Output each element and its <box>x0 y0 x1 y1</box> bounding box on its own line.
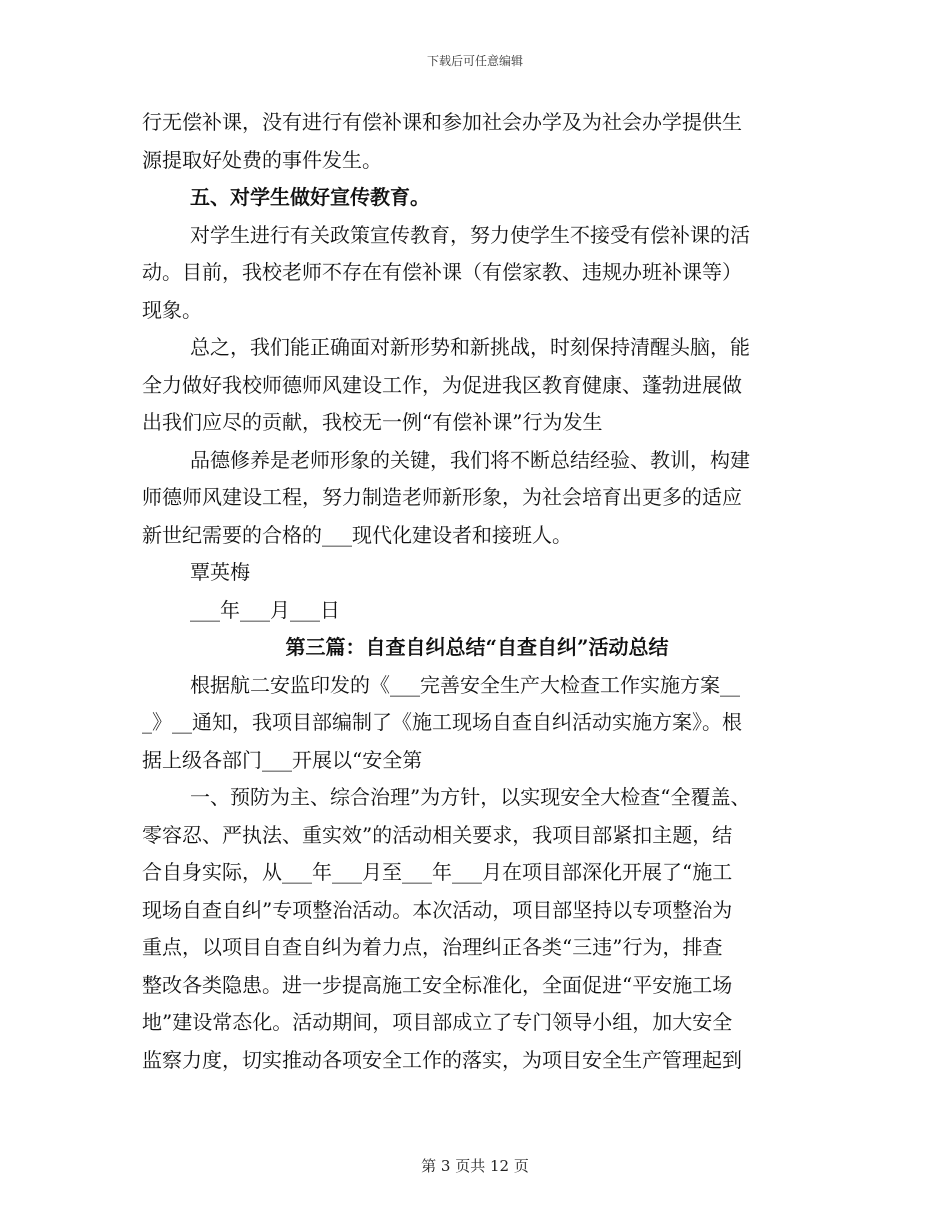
text-line: 据上级各部门___开展以“安全第 <box>142 747 423 772</box>
text-line: 总之，我们能正确面对新形势和新挑战，时刻保持清醒头脑，能 <box>190 335 750 359</box>
chapter-title: 第三篇：自查自纠总结“自查自纠”活动总结 <box>285 635 669 659</box>
text-line: 监察力度，切实推动各项安全工作的落实，为项目安全生产管理起到 <box>142 1047 742 1072</box>
text-line: 整改各类隐患。进一步提高施工安全标准化，全面促进“平安施工场 <box>142 972 733 997</box>
text-line: 品德修养是老师形象的关键，我们将不断总结经验、教训，构建 <box>190 447 750 472</box>
text-line: 源提取好处费的事件发生。 <box>142 147 382 172</box>
section-heading: 五、对学生做好宣传教育。 <box>190 185 430 209</box>
text-line: 地”建设常态化。活动期间，项目部成立了专门领导小组，加大安全 <box>142 1010 733 1034</box>
text-line: 新世纪需要的合格的___现代化建设者和接班人。 <box>142 522 572 547</box>
author-name: 覃英梅 <box>190 560 250 584</box>
text-line: 师德师风建设工程，努力制造老师新形象，为社会培育出更多的适应 <box>142 485 742 509</box>
text-line: 对学生进行有关政策宣传教育，努力使学生不接受有偿补课的活 <box>190 222 750 247</box>
page-header: 下载后可任意编辑 <box>426 54 523 68</box>
text-line: 行无偿补课，没有进行有偿补课和参加社会办学及为社会办学提供生 <box>142 110 742 134</box>
text-line: _》__通知，我项目部编制了《施工现场自查自纠活动实施方案》。根 <box>142 710 742 734</box>
text-line: 现象。 <box>142 297 202 322</box>
text-line: 出我们应尽的贡献，我校无一例“有偿补课”行为发生 <box>142 410 603 434</box>
date-line: ___年___月___日 <box>190 597 340 622</box>
document-body <box>142 104 812 1079</box>
text-line: 现场自查自纠”专项整治活动。本次活动，项目部坚持以专项整治为 <box>142 897 733 922</box>
text-line: 一、预防为主、综合治理”为方针，以实现安全大检查“全覆盖、 <box>190 785 751 809</box>
text-line: 全力做好我校师德师风建设工作，为促进我区教育健康、蓬勃进展做 <box>142 372 742 397</box>
text-line: 根据航二安监印发的《___完善安全生产大检查工作实施方案__ <box>190 672 740 697</box>
page-footer: 第 3 页共 12 页 <box>421 1157 529 1175</box>
text-line: 合自身实际，从___年___月至___年___月在项目部深化开展了“施工 <box>142 860 733 884</box>
text-line: 重点，以项目自查自纠为着力点，治理纠正各类“三违”行为，排查 <box>142 935 723 959</box>
text-line: 动。目前，我校老师不存在有偿补课（有偿家教、违规办班补课等） <box>142 260 742 284</box>
text-line: 零容忍、严执法、重实效”的活动相关要求，我项目部紧扣主题，结 <box>142 822 733 847</box>
